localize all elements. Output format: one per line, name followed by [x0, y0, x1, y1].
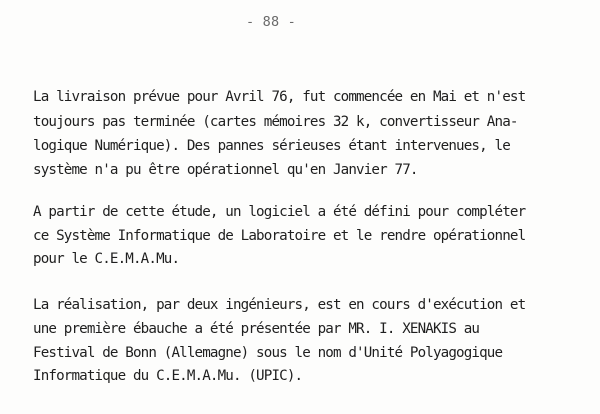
- paragraph-line: logique Numérique). Des pannes sérieuses étant intervenues, le: [33, 138, 510, 154]
- paragraph-line: une première ébauche a été présentée par MR. I. XENAKIS au: [33, 321, 480, 337]
- paragraph-line: La livraison prévue pour Avril 76, fut commencée en Mai et n'est: [33, 89, 526, 105]
- paragraph-line: A partir de cette étude, un logiciel a été défini pour compléter: [33, 204, 526, 220]
- paragraph-line: Festival de Bonn (Allemagne) sous le nom d'Unité Polyagogique: [33, 345, 503, 361]
- paragraph-line: toujours pas terminée (cartes mémoires 32 k, convertisseur Ana-: [33, 114, 518, 130]
- paragraph-line: ce Système Informatique de Laboratoire et le rendre opérationnel: [33, 228, 526, 244]
- paragraph-line: pour le C.E.M.A.Mu.: [33, 251, 180, 267]
- paragraph-line: système n'a pu être opérationnel qu'en Janvier 77.: [33, 162, 418, 178]
- page-number: - 88 -: [246, 14, 296, 30]
- paragraph-line: Informatique du C.E.M.A.Mu. (UPIC).: [33, 368, 303, 384]
- paragraph-line: La réalisation, par deux ingénieurs, est en cours d'exécution et: [33, 297, 526, 313]
